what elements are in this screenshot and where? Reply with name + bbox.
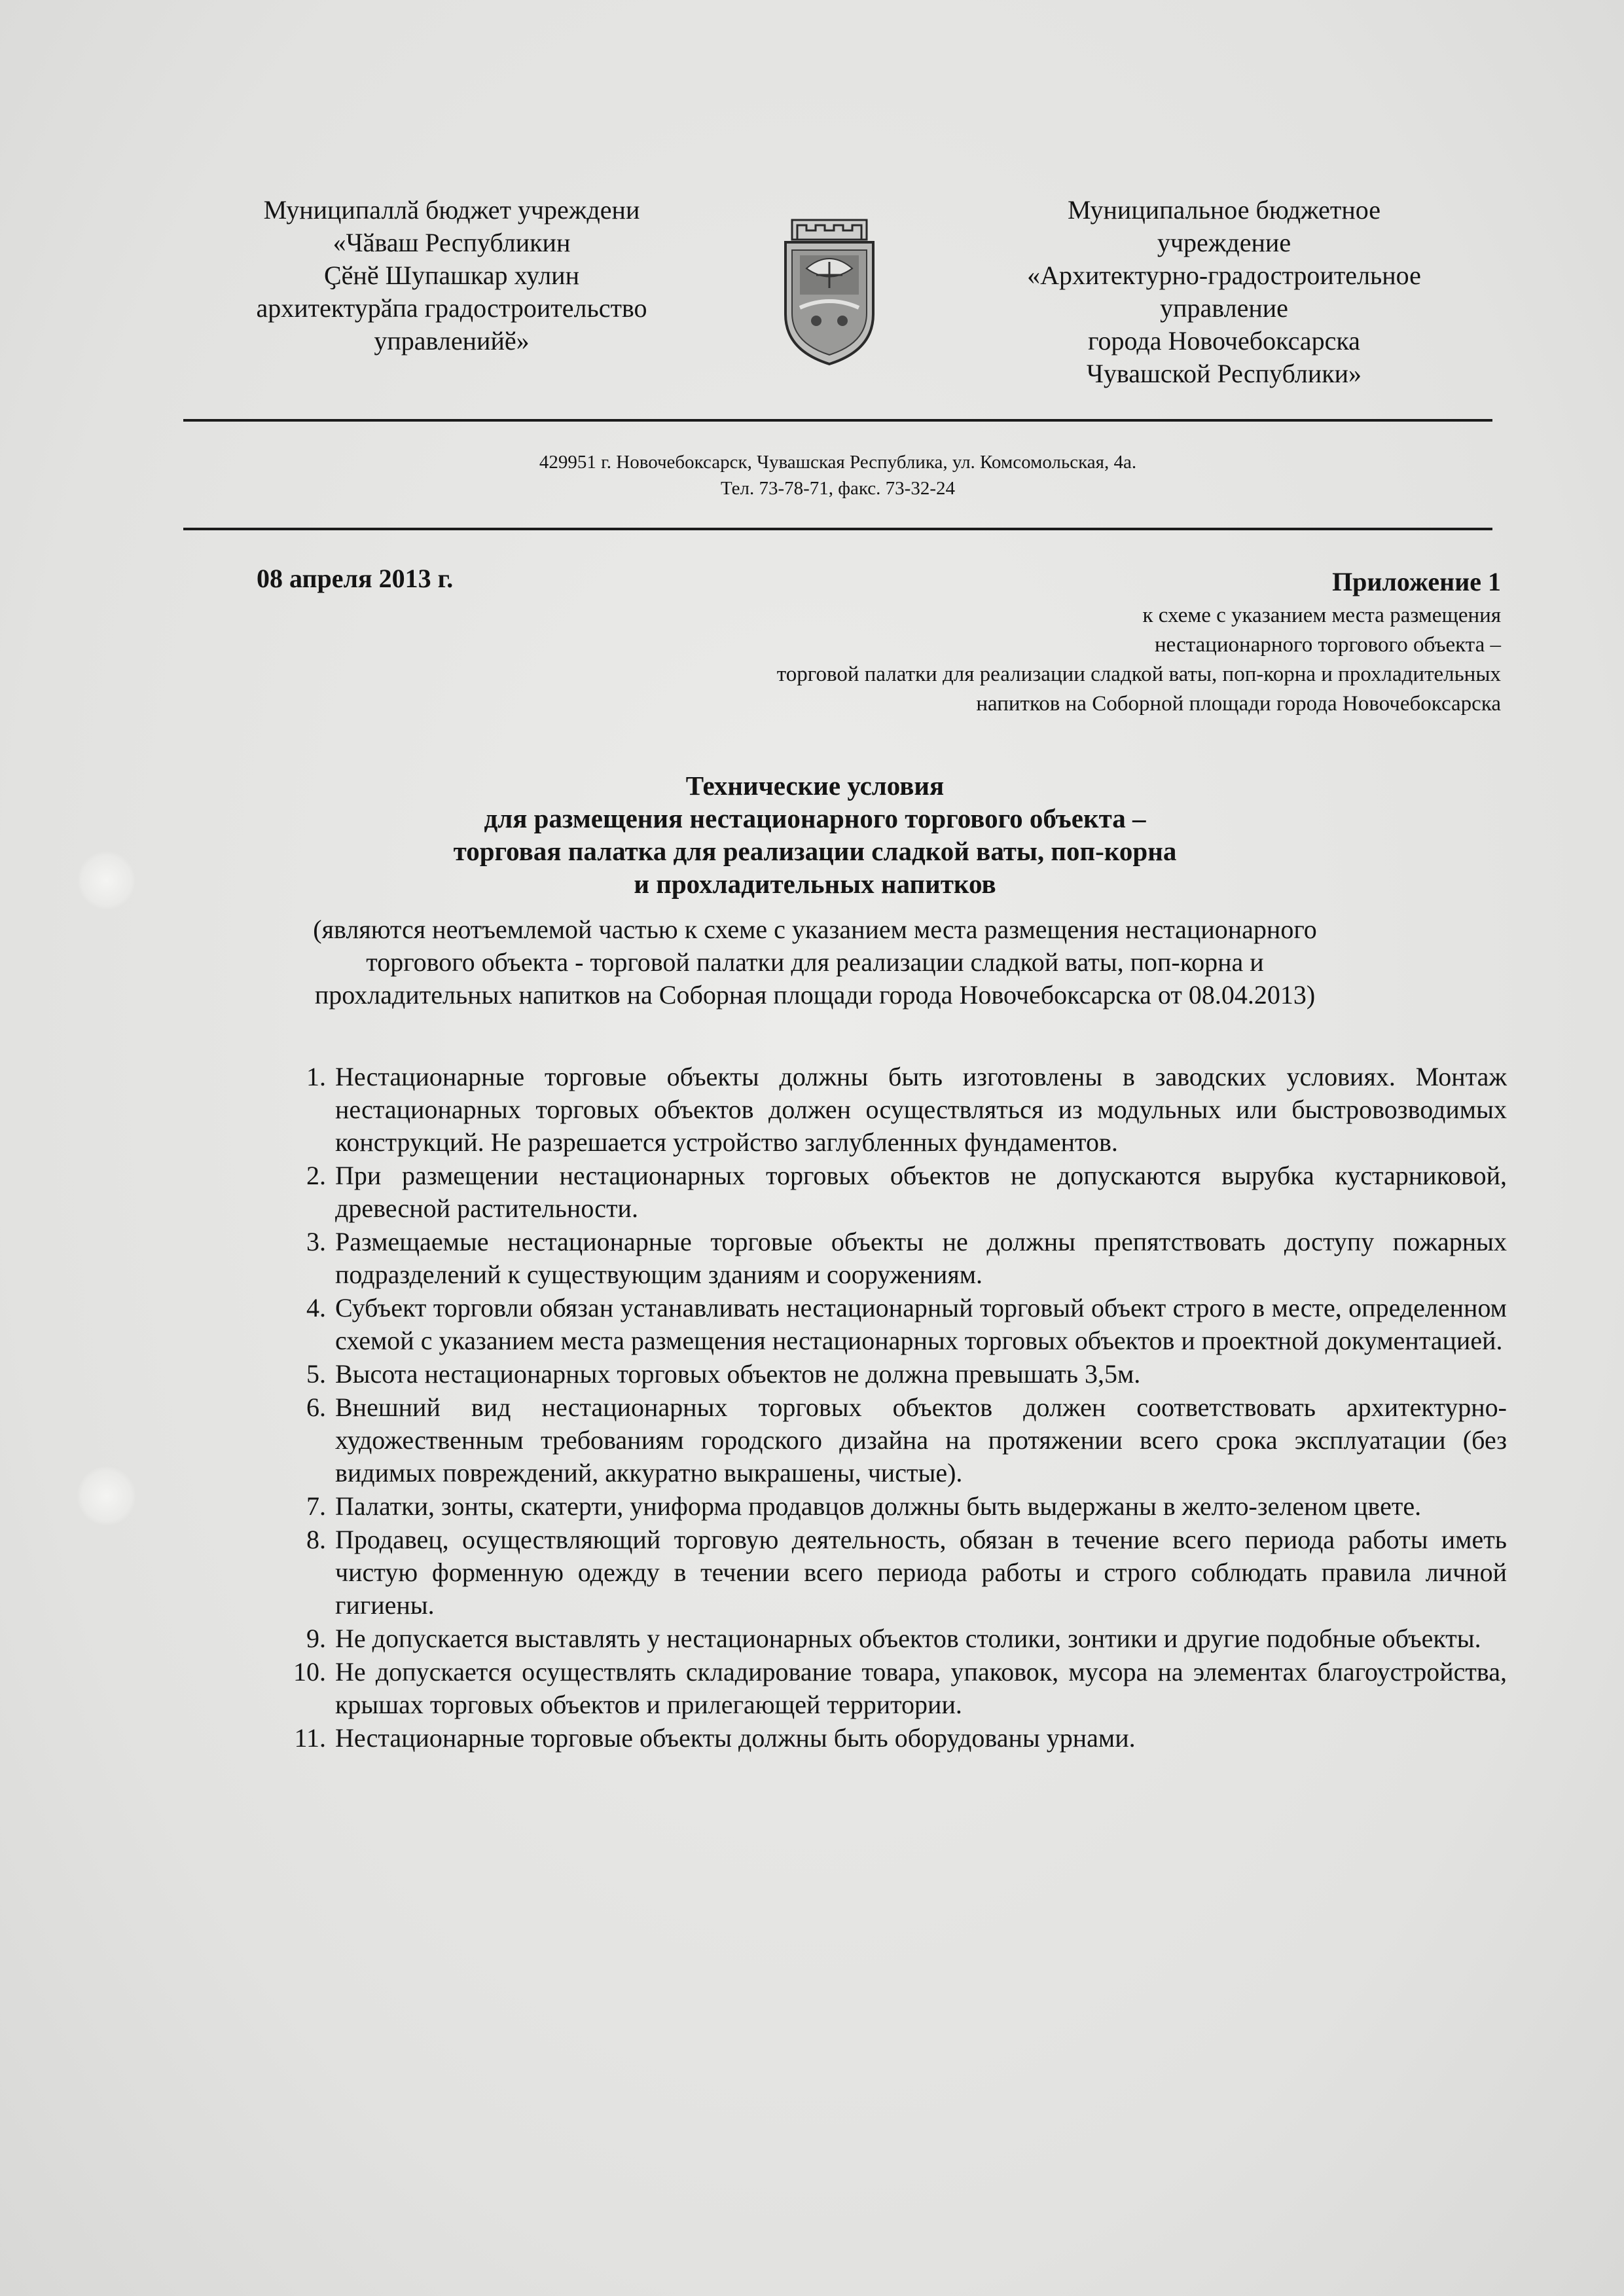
header-chuvash	[196, 194, 707, 357]
city-coat-of-arms-icon	[780, 216, 878, 367]
appendix-block	[519, 563, 1501, 719]
header-russian	[956, 194, 1492, 390]
list-item	[288, 1061, 1507, 1159]
header-line: «Чӑваш Республикин	[333, 228, 571, 257]
header-line: «Архитектурно-градостроительное	[1027, 261, 1421, 290]
appendix-line: торговой палатки для реализации сладкой ваты, поп-корна и прохладительных	[776, 663, 1501, 686]
header-line: управление	[1160, 293, 1288, 323]
list-item	[288, 1226, 1507, 1291]
list-item	[288, 1358, 1507, 1391]
header-line: Ҫӗнӗ Шупашкар хулин	[324, 261, 579, 290]
appendix-title: Приложение 1	[1332, 567, 1501, 596]
item-text: Не допускается выставлять у нестационарных объектов столики, зонтики и другие подобные объекты.	[335, 1624, 1481, 1653]
document-date: 08 апреля 2013 г.	[257, 564, 454, 593]
item-number: 1.	[306, 1062, 326, 1091]
header-divider	[183, 528, 1492, 530]
item-text: Субъект торговли обязан устанавливать нестационарный торговый объект строго в месте, определенном схемой с указанием места размещения нестационарных торговых объектов и проектной документацией.	[335, 1293, 1507, 1355]
document-title	[196, 769, 1434, 900]
header-line: архитектурӑпа градостроительство	[256, 293, 647, 323]
item-number: 8.	[306, 1525, 326, 1554]
item-text: Размещаемые нестационарные торговые объекты не должны препятствовать доступу пожарных подразделений к существующим зданиям и сооружениям.	[335, 1227, 1507, 1289]
item-number: 2.	[306, 1161, 326, 1190]
list-item	[288, 1159, 1507, 1225]
item-number: 5.	[306, 1359, 326, 1389]
item-number: 11.	[294, 1723, 326, 1753]
list-item	[288, 1523, 1507, 1622]
list-item	[288, 1722, 1507, 1755]
header-line: города Новочебоксарска	[1088, 326, 1360, 355]
item-text: Нестационарные торговые объекты должны быть оборудованы урнами.	[335, 1723, 1136, 1753]
punch-hole	[77, 851, 136, 910]
subtitle-line: (являются неотъемлемой частью к схеме с указанием места размещения нестационарного	[313, 915, 1317, 944]
item-text: Внешний вид нестационарных торговых объектов должен соответствовать архитектурно-художественным требованиям городского дизайна на протяжении всего срока эксплуатации (без видимых повреждений, аккуратно выкрашены, чистые).	[335, 1393, 1507, 1487]
conditions-list	[288, 1061, 1507, 1755]
item-number: 7.	[306, 1491, 326, 1521]
appendix-line: напитков на Соборной площади города Новочебоксарска	[976, 692, 1501, 716]
item-text: Продавец, осуществляющий торговую деятельность, обязан в течение всего периода работы иметь чистую форменную одежду в течении всего периода работы и строго соблюдать правила личной гигиены.	[335, 1525, 1507, 1620]
address-line: 429951 г. Новочебоксарск, Чувашская Республика, ул. Комсомольская, 4а.	[539, 452, 1137, 473]
item-number: 4.	[306, 1293, 326, 1322]
title-line: Технические условия	[685, 771, 945, 801]
list-item	[288, 1292, 1507, 1357]
appendix-line: нестационарного торгового объекта –	[1154, 633, 1501, 657]
header-divider	[183, 419, 1492, 422]
item-text: Высота нестационарных торговых объектов не должна превышать 3,5м.	[335, 1359, 1141, 1389]
title-line: и прохладительных напитков	[634, 869, 996, 899]
list-item	[288, 1490, 1507, 1523]
header-line: управленийӗ»	[374, 326, 530, 355]
header-line: Чувашской Республики»	[1086, 359, 1362, 388]
list-item	[288, 1622, 1507, 1655]
subtitle-line: прохладительных напитков на Соборная площади города Новочебоксарска от 08.04.2013)	[314, 980, 1316, 1010]
phone-line: Тел. 73-78-71, факс. 73-32-24	[721, 478, 955, 499]
item-text: При размещении нестационарных торговых объектов не допускаются вырубка кустарниковой, древесной растительности.	[335, 1161, 1507, 1223]
title-line: торговая палатка для реализации сладкой ваты, поп-корна	[453, 836, 1177, 866]
header-line: Муниципаллӑ бюджет учреждени	[263, 195, 640, 225]
item-number: 10.	[293, 1657, 326, 1686]
item-number: 9.	[306, 1624, 326, 1653]
item-text: Палатки, зонты, скатерти, униформа продавцов должны быть выдержаны в желто-зеленом цвете.	[335, 1491, 1422, 1521]
list-item	[288, 1391, 1507, 1489]
list-item	[288, 1656, 1507, 1721]
item-text: Не допускается осуществлять складирование товара, упаковок, мусора на элементах благоустройства, крышах торговых объектов и прилегающей территории.	[335, 1657, 1507, 1719]
header-line: учреждение	[1157, 228, 1291, 257]
appendix-line: к схеме с указанием места размещения	[1142, 604, 1501, 627]
title-line: для размещения нестационарного торгового объекта –	[484, 803, 1146, 833]
item-text: Нестационарные торговые объекты должны быть изготовлены в заводских условиях. Монтаж нестационарных торговых объектов должен осуществляться из модульных или быстровозводимых конструкций. Не разрешается устройство заглубленных фундаментов.	[335, 1062, 1507, 1157]
subtitle-line: торгового объекта - торговой палатки для реализации сладкой ваты, поп-корна и	[366, 947, 1264, 977]
item-number: 3.	[306, 1227, 326, 1256]
address-block	[183, 449, 1492, 501]
item-number: 6.	[306, 1393, 326, 1422]
header-line: Муниципальное бюджетное	[1067, 195, 1381, 225]
punch-hole	[77, 1467, 136, 1525]
document-subtitle	[196, 913, 1434, 1011]
